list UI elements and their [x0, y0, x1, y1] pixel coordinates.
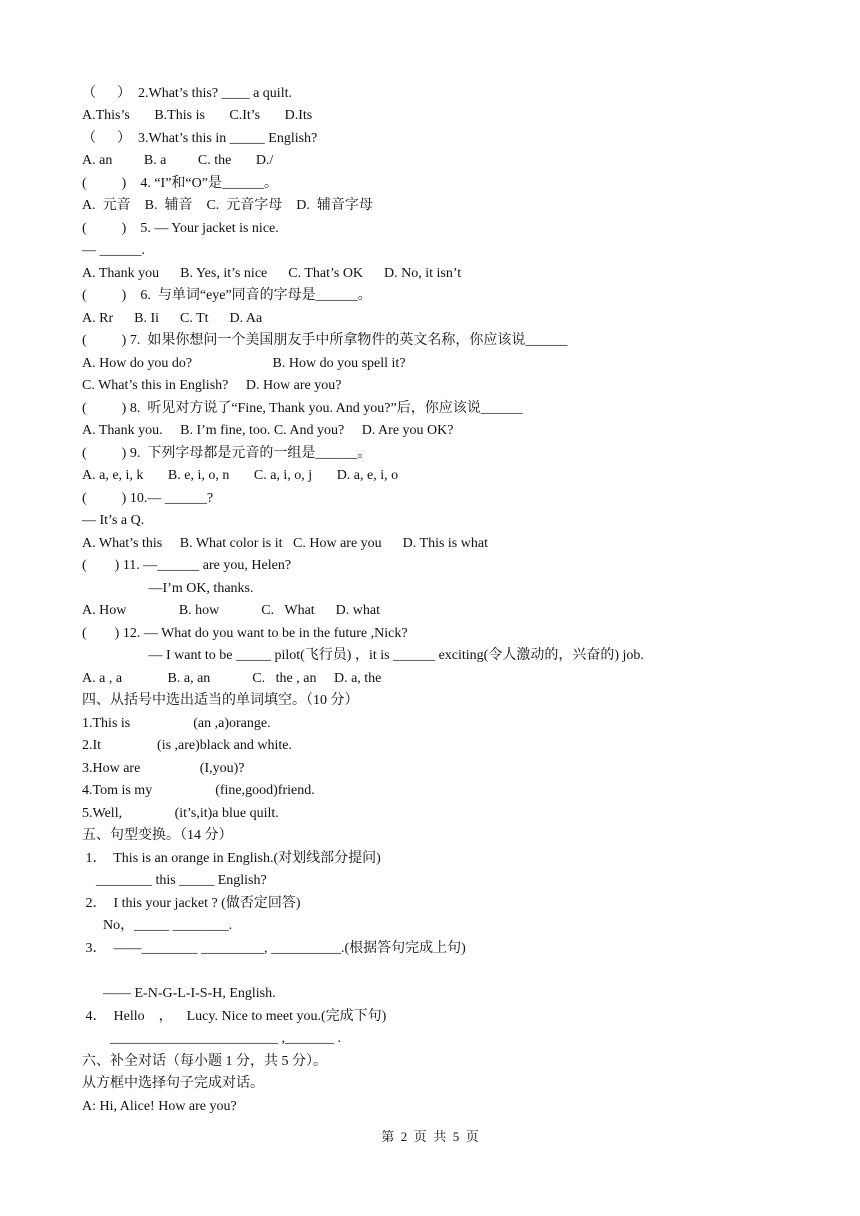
- question-8: ( ) 8. 听见对方说了“Fine, Thank you. And you?”后，你应该说______: [82, 401, 523, 416]
- options-3: A. an B. a C. the D./: [82, 153, 274, 168]
- transform-2-answer: No，_____ ________.: [82, 918, 233, 933]
- transform-1: 1． This is an orange in English.(对划线部分提问): [82, 851, 381, 866]
- section-6-instruction: 从方框中选择句子完成对话。: [82, 1076, 264, 1091]
- options-2: A.This’s B.This is C.It’s D.Its: [82, 108, 313, 123]
- question-2: （ ） 2.What’s this? ____ a quilt.: [82, 86, 292, 101]
- options-7b: C. What’s this in English? D. How are you?: [82, 378, 342, 393]
- options-12: A. a , a B. a, an C. the , an D. a, the: [82, 671, 382, 686]
- options-11: A. How B. how C. What D. what: [82, 603, 381, 618]
- fill-item-5: 5.Well, (it’s,it)a blue quilt.: [82, 806, 279, 821]
- question-7: ( ) 7. 如果你想问一个美国朋友手中所拿物件的英文名称，你应该说______: [82, 333, 568, 348]
- question-3: （ ） 3.What’s this in _____ English?: [82, 131, 318, 146]
- options-5: A. Thank you B. Yes, it’s nice C. That’s OK D. No, it isn’t: [82, 266, 462, 281]
- question-10-reply: — It’s a Q.: [82, 513, 145, 528]
- question-5-reply: — ______.: [82, 243, 145, 258]
- question-12: ( ) 12. — What do you want to be in the future ,Nick?: [82, 626, 408, 641]
- fill-item-1: 1.This is (an ,a)orange.: [82, 716, 271, 731]
- question-9: ( ) 9. 下列字母都是元音的一组是______。: [82, 446, 372, 461]
- options-8: A. Thank you. B. I’m fine, too. C. And you? D. Are you OK?: [82, 423, 454, 438]
- options-9: A. a, e, i, k B. e, i, o, n C. a, i, o, j D. a, e, i, o: [82, 468, 399, 483]
- options-6: A. Rr B. Ii C. Tt D. Aa: [82, 311, 263, 326]
- options-4: A. 元音 B. 辅音 C. 元音字母 D. 辅音字母: [82, 198, 373, 213]
- question-6: ( ) 6. 与单词“eye”同音的字母是______。: [82, 288, 372, 303]
- question-4: ( ) 4. “I”和“O”是______。: [82, 176, 278, 191]
- question-5: ( ) 5. — Your jacket is nice.: [82, 221, 279, 236]
- transform-3-answer: —— E-N-G-L-I-S-H, English.: [82, 986, 276, 1001]
- section-5-heading: 五、句型变换。（14 分）: [82, 828, 233, 843]
- options-10: A. What’s this B. What color is it C. How are you D. This is what: [82, 536, 488, 551]
- transform-3: 3． ——________ _________, __________.(根据答句完成上句): [82, 941, 466, 956]
- transform-4: 4． Hello ， Lucy. Nice to meet you.(完成下句): [82, 1009, 387, 1024]
- page-footer: 第 2 页 共 5 页: [381, 1129, 479, 1144]
- fill-item-2: 2.It (is ,are)black and white.: [82, 738, 292, 753]
- section-6-heading: 六、补全对话（每小题 1 分，共 5 分）。: [82, 1054, 327, 1069]
- transform-1-answer: ________ this _____ English?: [82, 873, 267, 888]
- question-12-reply: — I want to be _____ pilot(飞行员) ，it is ______ exciting(令人激动的，兴奋的) job.: [82, 648, 644, 663]
- question-11-reply: —I’m OK, thanks.: [82, 581, 254, 596]
- fill-item-3: 3.How are (I,you)?: [82, 761, 245, 776]
- fill-item-4: 4.Tom is my (fine,good)friend.: [82, 783, 315, 798]
- dialogue-line-1: A: Hi, Alice! How are you?: [82, 1099, 237, 1114]
- question-10: ( ) 10.— ______?: [82, 491, 214, 506]
- transform-2: 2． I this your jacket ? (做否定回答): [82, 896, 301, 911]
- question-11: ( ) 11. —______ are you, Helen?: [82, 558, 292, 573]
- transform-4-answer: ________________________ ,_______ .: [82, 1031, 341, 1046]
- options-7a: A. How do you do? B. How do you spell it?: [82, 356, 406, 371]
- section-4-heading: 四、从括号中选出适当的单词填空。（10 分）: [82, 693, 359, 708]
